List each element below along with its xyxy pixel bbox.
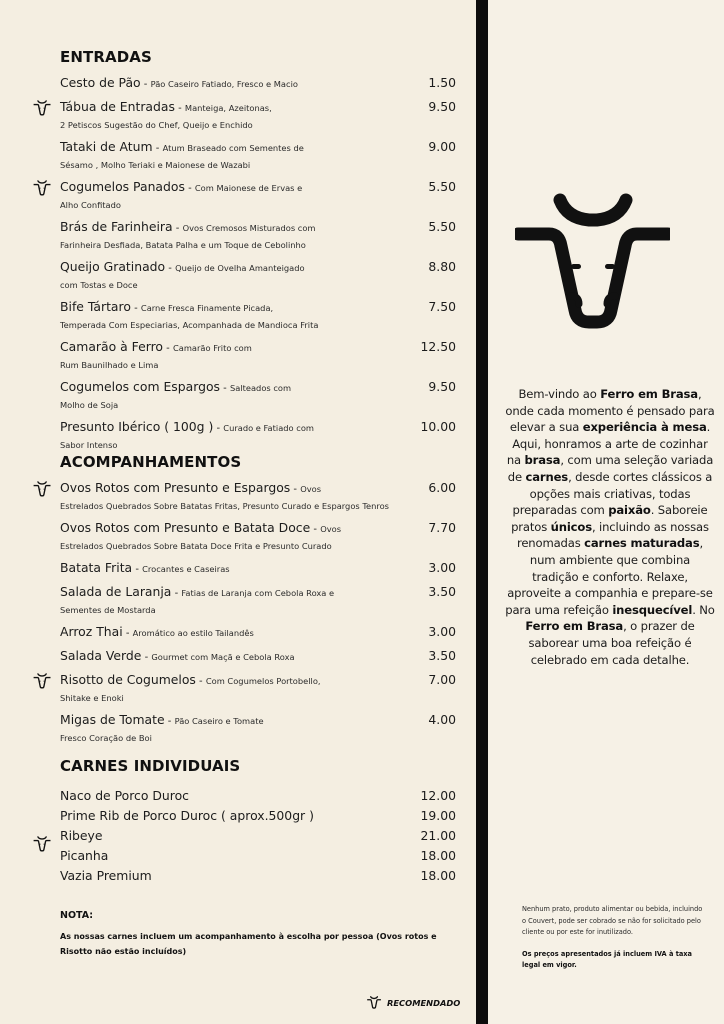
- section-carnes-individuais: [60, 757, 456, 887]
- item-description-continued: Rum Baunilhado e Lima: [60, 360, 159, 370]
- item-separator: -: [122, 628, 133, 639]
- menu-item: [60, 138, 456, 173]
- bull-head-icon: [32, 836, 52, 852]
- item-name: Picanha: [60, 848, 109, 863]
- item-list: [60, 74, 456, 453]
- intro-text: , onde cada momento é pensado para elevar a sua: [505, 387, 715, 435]
- item-description-continued: Sabor Intenso: [60, 440, 118, 450]
- intro-highlight: únicos: [550, 519, 592, 534]
- item-description-continued: Temperada Com Especiarias, Acompanhada de Mandioca Frita: [60, 320, 319, 330]
- item-price: 5.50: [428, 219, 456, 234]
- menu-item: [60, 711, 456, 746]
- item-description-continued: com Tostas e Doce: [60, 280, 138, 290]
- item-name: Prime Rib de Porco Duroc ( aprox.500gr ): [60, 808, 314, 823]
- menu-item: [60, 867, 456, 884]
- menu-item: [60, 74, 456, 93]
- menu-item: [60, 258, 456, 293]
- item-price: 4.00: [428, 712, 456, 727]
- item-description: Pão Caseiro e Tomate: [174, 716, 264, 726]
- menu-item: [60, 847, 456, 864]
- menu-item: [60, 583, 456, 618]
- item-description: Com Maionese de Ervas e: [194, 183, 303, 193]
- intro-text: , num ambiente que combina tradição e conforto. Relaxe, aproveite a companhia e prepare-se para uma refeição: [505, 536, 713, 617]
- item-name: Tábua de Entradas: [60, 99, 175, 114]
- item-description-continued: Sésamo , Molho Teriaki e Maionese de Wazabi: [60, 160, 251, 170]
- item-separator: -: [164, 716, 175, 727]
- bull-head-icon: [32, 673, 52, 689]
- item-price: 9.00: [428, 139, 456, 154]
- bull-head-icon: [32, 481, 52, 497]
- intro-text: , o prazer de saborear uma boa refeição é celebrado em cada detalhe.: [528, 619, 695, 667]
- intro-highlight: brasa: [524, 453, 561, 468]
- item-separator: -: [290, 484, 301, 495]
- item-price: 3.50: [428, 648, 456, 663]
- menu-item: [60, 623, 456, 642]
- item-separator: -: [152, 143, 163, 154]
- menu-item: [60, 338, 456, 373]
- item-price: 3.00: [428, 624, 456, 639]
- item-price: 3.00: [428, 560, 456, 575]
- item-description: Camarão Frito com: [172, 343, 252, 353]
- item-name: Migas de Tomate: [60, 712, 165, 727]
- item-name: Cogumelos com Espargos: [60, 379, 220, 394]
- item-name: Queijo Gratinado: [60, 259, 166, 274]
- nota-box: [60, 910, 460, 959]
- intro-text: Bem-vindo ao: [518, 387, 601, 401]
- nota-title: NOTA:: [60, 910, 94, 921]
- item-separator: -: [165, 263, 176, 274]
- section-acompanhamentos: [60, 453, 456, 751]
- item-price: 7.70: [428, 520, 456, 535]
- item-separator: -: [130, 303, 141, 314]
- item-separator: -: [195, 676, 206, 687]
- section-title: CARNES INDIVIDUAIS: [60, 757, 241, 775]
- item-name: Cesto de Pão: [60, 75, 141, 90]
- section-entradas: [60, 48, 456, 458]
- item-name: Ovos Rotos com Presunto e Espargos: [60, 480, 291, 495]
- item-description: Ovos: [300, 484, 322, 494]
- item-description-continued: Sementes de Mostarda: [60, 605, 156, 615]
- item-name: Brás de Farinheira: [60, 219, 173, 234]
- menu-item: [60, 787, 456, 804]
- menu-item: [60, 98, 456, 133]
- item-separator: -: [163, 343, 173, 354]
- item-name: Risotto de Cogumelos: [60, 672, 196, 687]
- item-price: 5.50: [428, 179, 456, 194]
- section-title: ENTRADAS: [60, 48, 152, 66]
- item-description-continued: Farinheira Desfiada, Batata Palha e um Toque de Cebolinho: [60, 240, 306, 250]
- item-separator: -: [172, 223, 183, 234]
- menu-item: [60, 647, 456, 666]
- recommended-legend: [366, 996, 460, 1009]
- welcome-text: [505, 386, 715, 668]
- item-price: 18.00: [420, 848, 456, 863]
- item-description: Pão Caseiro Fatiado, Fresco e Macio: [150, 79, 298, 89]
- item-description: Gourmet com Maçã e Cebola Roxa: [151, 652, 295, 662]
- column-divider: [476, 0, 488, 1024]
- item-name: Ovos Rotos com Presunto e Batata Doce: [60, 520, 311, 535]
- item-description-continued: Shitake e Enoki: [60, 693, 124, 703]
- intro-highlight: experiência à mesa: [582, 420, 707, 435]
- item-separator: -: [310, 524, 321, 535]
- item-name: Camarão à Ferro: [60, 339, 163, 354]
- menu-item: [60, 559, 456, 578]
- item-name: Presunto Ibérico ( 100g ): [60, 419, 214, 434]
- item-separator: -: [184, 183, 195, 194]
- intro-highlight: inesquecível: [612, 602, 693, 617]
- item-description: Ovos: [320, 524, 342, 534]
- item-description-continued: Molho de Soja: [60, 400, 119, 410]
- bull-head-icon: [32, 100, 52, 116]
- item-description-continued: Estrelados Quebrados Sobre Batata Doce Frita e Presunto Curado: [60, 541, 332, 551]
- intro-text: . Aqui, honramos a arte de cozinhar na: [506, 420, 711, 468]
- item-description: Carne Fresca Finamente Picada,: [140, 303, 274, 313]
- item-description: Manteiga, Azeitonas,: [184, 103, 272, 113]
- item-price: 12.50: [420, 339, 456, 354]
- item-name: Cogumelos Panados: [60, 179, 185, 194]
- menu-item: [60, 827, 456, 844]
- item-price: 21.00: [420, 828, 456, 843]
- intro-text: . No: [692, 602, 715, 617]
- intro-text: . Saboreie pratos: [511, 503, 708, 534]
- item-name: Tataki de Atum: [60, 139, 153, 154]
- item-description: Aromático ao estilo Tailandês: [132, 628, 254, 638]
- item-separator: -: [132, 564, 143, 575]
- item-price: 7.00: [428, 672, 456, 687]
- item-description: Ovos Cremosos Misturados com: [182, 223, 316, 233]
- item-price: 6.00: [428, 480, 456, 495]
- menu-item: [60, 378, 456, 413]
- intro-highlight: Ferro em Brasa: [600, 387, 698, 401]
- item-name: Salada de Laranja: [60, 584, 172, 599]
- legal-text: Nenhum prato, produto alimentar ou bebida, incluindo o Couvert, pode ser cobrado se não for solicitado pelo cliente ou por este for inutilizado.: [522, 905, 703, 936]
- item-description: Atum Braseado com Sementes de: [162, 143, 304, 153]
- menu-item: [60, 671, 456, 706]
- item-description: Curado e Fatiado com: [223, 423, 314, 433]
- item-description-continued: Fresco Coração de Boi: [60, 733, 152, 743]
- item-description-continued: Alho Confitado: [60, 200, 121, 210]
- menu-item: [60, 218, 456, 253]
- item-description: Crocantes e Caseiras: [142, 564, 230, 574]
- menu-item: [60, 418, 456, 453]
- bull-head-icon: [32, 180, 52, 196]
- menu-item: [60, 519, 456, 554]
- item-price: 1.50: [428, 75, 456, 90]
- intro-text: , desde cortes clássicos a opções mais criativas, todas preparadas com: [512, 469, 713, 518]
- intro-highlight: paixão: [608, 503, 651, 518]
- item-description-continued: Estrelados Quebrados Sobre Batatas Fritas, Presunto Curado e Espargos Tenros: [60, 501, 390, 511]
- item-price: 18.00: [420, 868, 456, 883]
- item-price: 8.80: [428, 259, 456, 274]
- section-title: ACOMPANHAMENTOS: [60, 453, 242, 471]
- item-price: 19.00: [420, 808, 456, 823]
- legal-notice: [522, 904, 708, 972]
- item-name: Salada Verde: [60, 648, 142, 663]
- item-name: Naco de Porco Duroc: [60, 788, 189, 803]
- item-price: 10.00: [420, 419, 456, 434]
- item-name: Arroz Thai: [60, 624, 123, 639]
- item-separator: -: [213, 423, 224, 434]
- intro-text: , com uma seleção variada de: [507, 453, 714, 484]
- item-price: 3.50: [428, 584, 456, 599]
- bull-head-icon: [366, 996, 382, 1009]
- item-price: 9.50: [428, 379, 456, 394]
- intro-text: , incluindo as nossas renomadas: [516, 519, 709, 551]
- item-separator: -: [171, 588, 182, 599]
- item-list: [60, 787, 456, 884]
- recommended-label: RECOMENDADO: [387, 997, 461, 1008]
- item-description: Fatias de Laranja com Cebola Roxa e: [181, 588, 335, 598]
- bull-head-logo-icon: [515, 190, 670, 330]
- item-description-continued: 2 Petiscos Sugestão do Chef, Queijo e Enchido: [60, 120, 253, 130]
- intro-highlight: carnes: [525, 469, 569, 484]
- intro-highlight: carnes maturadas: [584, 536, 700, 551]
- menu-item: [60, 479, 456, 514]
- item-separator: -: [219, 383, 230, 394]
- item-name: Batata Frita: [60, 560, 133, 575]
- item-name: Vazia Premium: [60, 868, 152, 883]
- legal-vat-text: Os preços apresentados já incluem IVA à taxa legal em vigor.: [522, 949, 693, 969]
- menu-item: [60, 178, 456, 213]
- item-name: Bife Tártaro: [60, 299, 131, 314]
- menu-item: [60, 807, 456, 824]
- item-price: 7.50: [428, 299, 456, 314]
- nota-text: As nossas carnes incluem um acompanhamento à escolha por pessoa (Ovos rotos e Risotto não estão incluídos): [60, 932, 437, 956]
- intro-highlight: Ferro em Brasa: [525, 619, 624, 634]
- item-separator: -: [174, 103, 185, 114]
- item-description: Queijo de Ovelha Amanteigado: [175, 263, 305, 273]
- item-description: Com Cogumelos Portobello,: [205, 676, 321, 686]
- item-separator: -: [141, 652, 152, 663]
- item-list: [60, 479, 456, 746]
- item-description: Salteados com: [229, 383, 292, 393]
- item-price: 12.00: [420, 788, 456, 803]
- menu-item: [60, 298, 456, 333]
- item-separator: -: [140, 79, 151, 90]
- item-price: 9.50: [428, 99, 456, 114]
- item-name: Ribeye: [60, 828, 103, 843]
